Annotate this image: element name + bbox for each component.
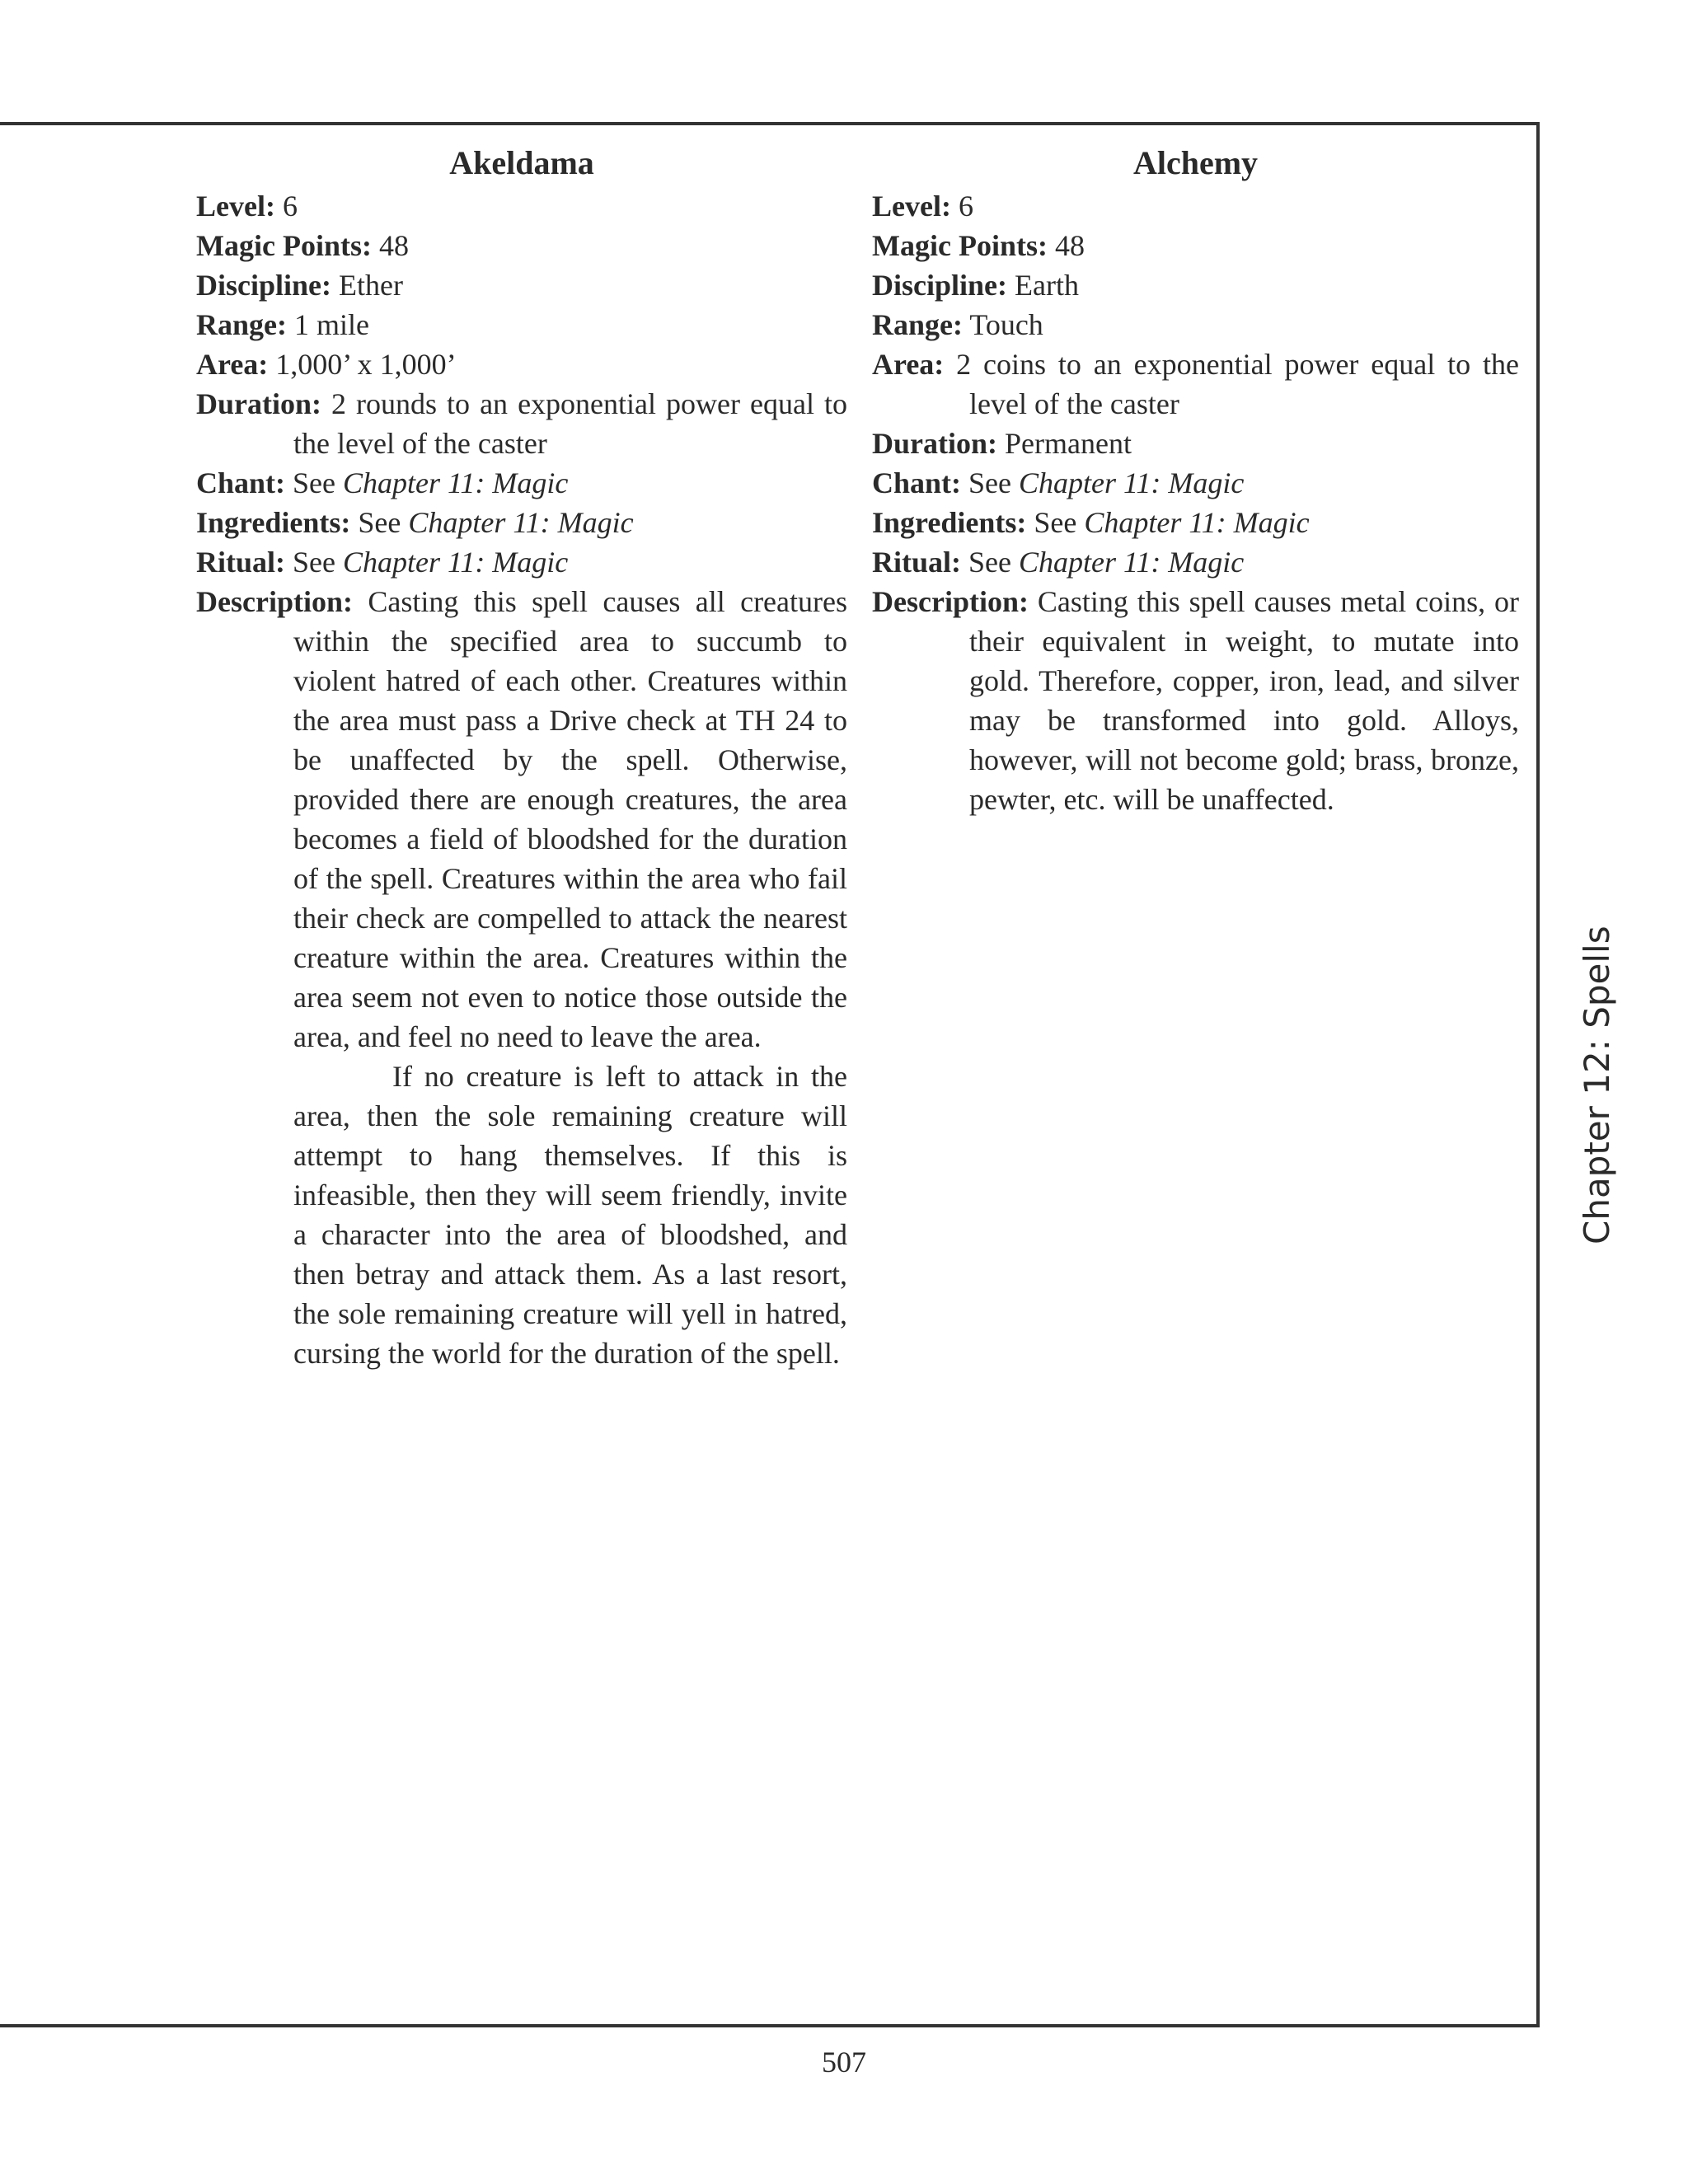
field-discipline — [872, 265, 1519, 305]
spell-title: Akeldama — [449, 144, 594, 181]
field-label: Discipline: — [196, 269, 332, 302]
chapter-side-tab: Chapter 12: Spells — [1577, 926, 1617, 1244]
chapter-reference: Chapter 11: Magic — [342, 546, 569, 579]
field-label: Level: — [872, 190, 951, 223]
field-label: Ritual: — [872, 546, 961, 579]
field-chant — [196, 463, 847, 503]
field-ritual — [196, 542, 847, 582]
field-label: Chant: — [872, 466, 962, 499]
description-paragraph-2: If no creature is left to attack in the area, then the sole remaining creature will attempt to hang themselves. If this is infeasible, then they will seem friendly, invite a character into the area of bloodshed, and then betray and attack them. As a last resort, the sole remaining creature will yell in hatred, cursing the world for the duration of the spell. — [293, 1060, 847, 1370]
field-label: Duration: — [196, 387, 321, 420]
field-description — [872, 582, 1519, 819]
chapter-reference: Chapter 11: Magic — [1084, 506, 1310, 539]
field-duration — [872, 424, 1519, 463]
field-value: Ether — [331, 269, 403, 302]
field-label: Range: — [196, 308, 287, 341]
field-label: Magic Points: — [872, 229, 1048, 262]
spell-title: Alchemy — [1132, 144, 1259, 181]
field-description — [196, 582, 847, 1057]
field-value: 6 — [274, 190, 298, 223]
field-ingredients — [196, 503, 847, 542]
field-value: See — [961, 546, 1019, 579]
field-label: Description: — [196, 585, 353, 618]
field-label: Magic Points: — [196, 229, 372, 262]
description-text: Casting this spell causes all creatures within the specified area to succumb to violent hatred of each other. Creatures within the area must pass a Drive check at TH 24 to be unaffected by the spell. Otherwise, provided there are enough creatures, the area becomes a field of bloodshed for the duration of the spell. Creatures within the area who fail their check are compelled to attack the nearest creature within the area. Creatures within the area seem not even to notice those outside the area, and feel no need to leave the area. — [293, 585, 847, 1053]
field-label: Ingredients: — [872, 506, 1027, 539]
field-level — [196, 186, 847, 226]
field-duration — [196, 384, 847, 463]
field-label: Chant: — [196, 466, 286, 499]
field-value: Earth — [1007, 269, 1079, 302]
field-value: 1,000’ x 1,000’ — [268, 348, 457, 381]
field-label: Area: — [196, 348, 269, 381]
field-value: 48 — [1047, 229, 1085, 262]
chapter-reference: Chapter 11: Magic — [1018, 546, 1245, 579]
field-value: Permanent — [997, 427, 1132, 460]
field-area — [872, 344, 1519, 424]
field-value: Touch — [963, 308, 1043, 341]
field-value: 2 coins to an exponential power equal to the level of the caster — [944, 348, 1519, 420]
field-ritual — [872, 542, 1519, 582]
field-label: Ritual: — [196, 546, 285, 579]
field-label: Range: — [872, 308, 963, 341]
field-ingredients — [872, 503, 1519, 542]
field-label: Ingredients: — [196, 506, 351, 539]
description-text: Casting this spell causes metal coins, or their equivalent in weight, to mutate into gold. Therefore, copper, iron, lead, and silver may be transformed into gold. Alloys, however, will not become gold; brass, bronze, pewter, etc. will be unaffected. — [969, 585, 1519, 816]
field-range — [196, 305, 847, 344]
field-value: See — [1026, 506, 1085, 539]
spell-entry-akeldama — [196, 140, 847, 1373]
chapter-reference: Chapter 11: Magic — [343, 466, 569, 499]
field-value: See — [350, 506, 409, 539]
field-label: Area: — [872, 348, 945, 381]
field-label: Discipline: — [872, 269, 1008, 302]
field-value: 1 mile — [287, 308, 369, 341]
page-number: 507 — [822, 2046, 866, 2079]
field-discipline — [196, 265, 847, 305]
field-label: Duration: — [872, 427, 997, 460]
chapter-reference: Chapter 11: Magic — [408, 506, 634, 539]
spell-entry-alchemy — [872, 140, 1519, 819]
field-magic-points — [872, 226, 1519, 265]
field-magic-points — [196, 226, 847, 265]
field-range — [872, 305, 1519, 344]
field-label: Level: — [196, 190, 275, 223]
field-area — [196, 344, 847, 384]
chapter-reference: Chapter 11: Magic — [1019, 466, 1245, 499]
field-level — [872, 186, 1519, 226]
field-value: See — [285, 466, 344, 499]
field-value: See — [961, 466, 1020, 499]
field-value: 2 rounds to an exponential power equal to the level of the caster — [293, 387, 847, 460]
field-value: 6 — [950, 190, 973, 223]
field-chant — [872, 463, 1519, 503]
field-value: 48 — [371, 229, 409, 262]
field-value: See — [285, 546, 343, 579]
field-label: Description: — [872, 585, 1029, 618]
